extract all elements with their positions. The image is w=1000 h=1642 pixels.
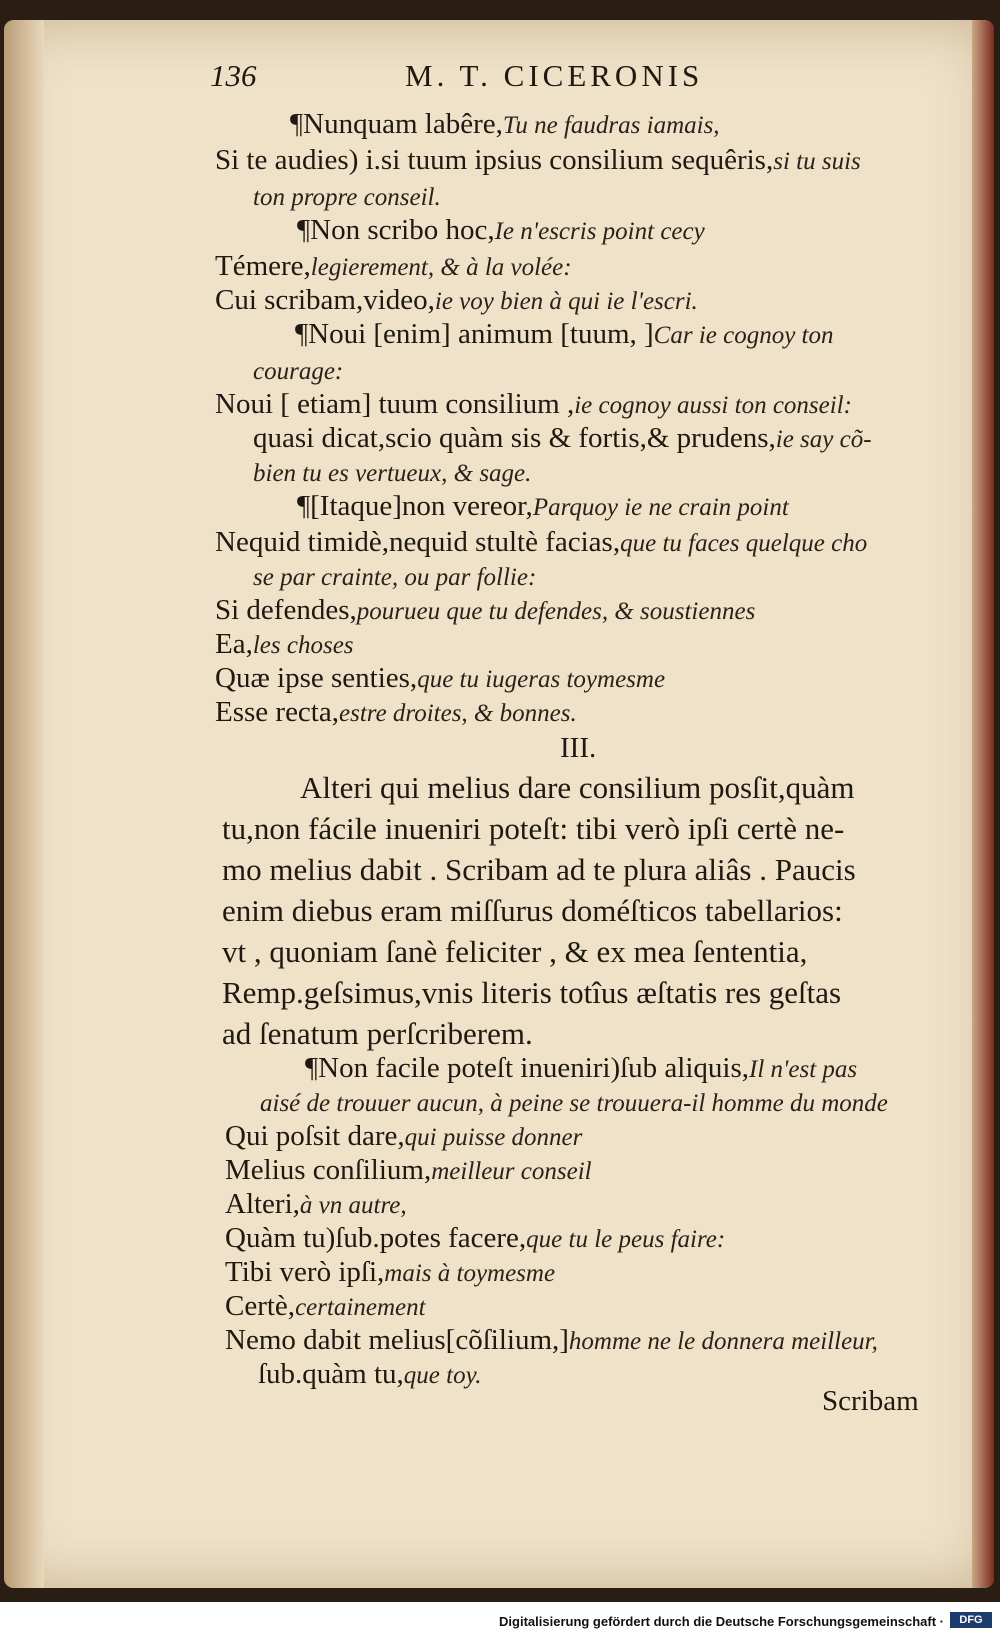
text-line: Si defendes,pourueu que tu defendes, & soustiennes [215,594,756,626]
text-line: Esse recta,estre droites, & bonnes. [215,696,577,728]
text-line: Qui poſsit dare,qui puisse donner [225,1120,583,1152]
text-line: ¶Non facile poteſt inueniri)ſub aliquis,Il n'est pas [305,1052,858,1084]
text-line: bien tu es vertueux, & sage. [253,460,532,487]
text-line: Quàm tu)ſub.potes facere,que tu le peus faire: [225,1222,726,1254]
text-line: quasi dicat,scio quàm sis & fortis,& prudens,ie say cõ- [253,422,872,454]
page-gutter [4,20,44,1588]
text-line: Témere,legierement, & à la volée: [215,250,572,282]
paragraph-line: Remp.geſsimus,vnis literis totîus æſtatis res geſtas [222,975,842,1010]
text-line: ¶Nunquam labêre,Tu ne faudras iamais, [290,108,720,140]
text-line: Nemo dabit melius[cõſilium,]homme ne le donnera meilleur, [225,1324,878,1356]
dfg-logo: DFG [950,1612,992,1628]
paragraph-line: tu,non fácile inueniri poteſt: tibi verò ipſi certè ne- [222,811,845,846]
text-line: ſub.quàm tu,que toy. [258,1358,482,1390]
page-edge [972,20,994,1588]
text-line: Alteri,à vn autre, [225,1188,407,1220]
catchword: Scribam [822,1385,919,1417]
text-line: Ea,les choses [215,628,354,660]
paragraph-line: Alteri qui melius dare consilium posſit,quàm [300,770,855,805]
paragraph-line: enim diebus eram miſſurus doméſticos tabellarios: [222,893,843,928]
text-line: Tibi verò ipſi,mais à toymesme [225,1256,556,1288]
paragraph-line: mo melius dabit . Scribam ad te plura aliâs . Paucis [222,852,856,887]
text-line: Noui [ etiam] tuum consilium ,ie cognoy aussi ton conseil: [215,388,852,420]
text-line: ¶Noui [enim] animum [tuum, ]Car ie cognoy ton [295,318,834,350]
text-line: Melius conſilium,meilleur conseil [225,1154,592,1186]
text-line: ¶Non scribo hoc,Ie n'escris point cecy [297,214,705,246]
section-number: III. [560,732,597,764]
paragraph-line: ad ſenatum perſcriberem. [222,1016,533,1051]
text-line: se par crainte, ou par follie: [253,564,537,591]
text-line: ton propre conseil. [253,184,441,211]
text-line: Si te audies) i.si tuum ipsius consilium sequêris,si tu suis [215,144,861,176]
running-head: M. T. CICERONIS [405,58,704,93]
text-line: Quæ ipse senties,que tu iugeras toymesme [215,662,666,694]
digitization-footer [0,1602,1000,1642]
text-line: Certè,certainement [225,1290,426,1322]
paragraph-line: vt , quoniam ſanè feliciter , & ex mea ſententia, [222,934,808,969]
text-line: Cui scribam,video,ie voy bien à qui ie l'escri. [215,284,698,316]
text-line: courage: [253,358,344,385]
text-line: aisé de trouuer aucun, à peine se trouuera-il homme du monde [260,1090,888,1117]
footer-credit: Digitalisierung gefördert durch die Deutsche Forschungsgemeinschaft · [499,1614,944,1629]
text-line: ¶[Itaque]non vereor,Parquoy ie ne crain point [297,490,789,522]
text-line: Nequid timidè,nequid stultè facias,que tu faces quelque cho [215,526,868,558]
page-number: 136 [210,58,257,93]
